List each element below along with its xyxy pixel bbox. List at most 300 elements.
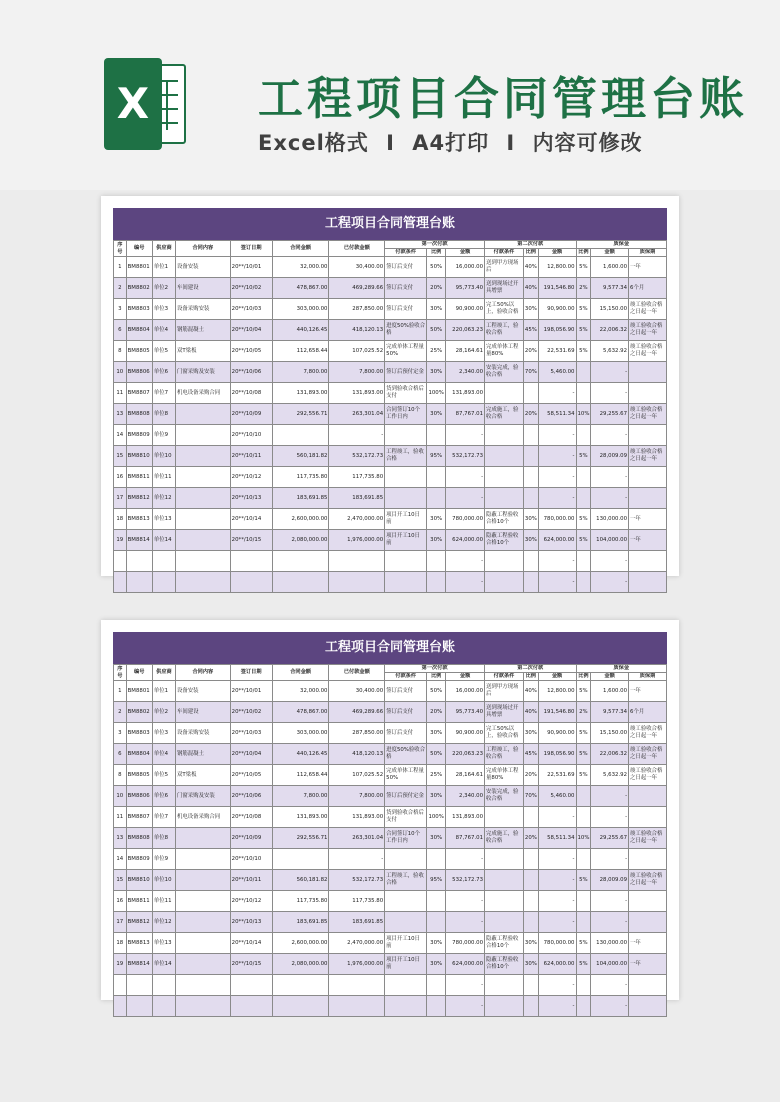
cell-paid-amount[interactable]: 469,289.66 — [329, 278, 385, 299]
cell-pay1-condition[interactable]: 签订后支付 — [385, 702, 427, 723]
cell-paid-amount[interactable]: 183,691.85 — [329, 488, 385, 509]
cell-pay2-condition[interactable]: 送到甲方现场后 — [485, 681, 524, 702]
cell-pay2-ratio[interactable]: 30% — [523, 509, 538, 530]
cell-pay1-ratio[interactable]: 30% — [427, 786, 446, 807]
cell-sign-date[interactable]: 20**/10/01 — [230, 681, 272, 702]
cell-deposit-amount[interactable]: 9,577.34 — [591, 278, 629, 299]
cell-pay2-condition[interactable]: 隐蔽工程验收合格10个 — [485, 933, 524, 954]
cell-pay1-condition[interactable]: 签订后预付定金 — [385, 362, 427, 383]
cell-pay2-amount[interactable]: 12,800.00 — [538, 681, 576, 702]
cell-pay2-amount[interactable]: 624,000.00 — [538, 530, 576, 551]
cell-deposit-amount[interactable]: 29,255.67 — [591, 404, 629, 425]
cell-seq[interactable] — [114, 975, 127, 996]
cell-pay2-condition[interactable] — [485, 912, 524, 933]
cell-pay1-amount[interactable]: - — [446, 891, 485, 912]
cell-deposit-ratio[interactable]: 5% — [576, 723, 591, 744]
cell-seq[interactable]: 1 — [114, 257, 127, 278]
cell-seq[interactable]: 16 — [114, 467, 127, 488]
cell-deposit-ratio[interactable] — [576, 551, 591, 572]
cell-warranty[interactable]: 一年 — [629, 530, 667, 551]
cell-warranty[interactable]: 竣工验收合格之日起一年 — [629, 299, 667, 320]
cell-pay2-condition[interactable]: 隐蔽工程验收合格10个 — [485, 530, 524, 551]
cell-supplier[interactable]: 单位10 — [152, 870, 175, 891]
cell-deposit-ratio[interactable] — [576, 849, 591, 870]
cell-pay2-ratio[interactable]: 45% — [523, 320, 538, 341]
cell-pay1-amount[interactable]: 87,767.01 — [446, 828, 485, 849]
cell-warranty[interactable]: 竣工验收合格之日起一年 — [629, 320, 667, 341]
cell-pay1-condition[interactable] — [385, 891, 427, 912]
cell-paid-amount[interactable]: 532,172.73 — [329, 446, 385, 467]
cell-pay2-amount[interactable]: 5,460.00 — [538, 362, 576, 383]
cell-pay1-condition[interactable] — [385, 996, 427, 1017]
cell-pay2-amount[interactable]: - — [538, 870, 576, 891]
cell-pay2-amount[interactable]: - — [538, 383, 576, 404]
cell-seq[interactable]: 10 — [114, 786, 127, 807]
cell-pay2-ratio[interactable]: 40% — [523, 681, 538, 702]
cell-supplier[interactable]: 单位1 — [152, 257, 175, 278]
cell-pay2-condition[interactable] — [485, 807, 524, 828]
cell-paid-amount[interactable]: 117,735.80 — [329, 467, 385, 488]
cell-warranty[interactable] — [629, 786, 667, 807]
cell-deposit-amount[interactable]: 22,006.32 — [591, 320, 629, 341]
cell-deposit-amount[interactable]: - — [591, 849, 629, 870]
cell-sign-date[interactable]: 20**/10/11 — [230, 446, 272, 467]
cell-deposit-ratio[interactable] — [576, 362, 591, 383]
cell-warranty[interactable]: 6个月 — [629, 278, 667, 299]
cell-seq[interactable] — [114, 551, 127, 572]
cell-seq[interactable] — [114, 572, 127, 593]
cell-warranty[interactable] — [629, 488, 667, 509]
cell-supplier[interactable] — [152, 975, 175, 996]
cell-deposit-amount[interactable]: - — [591, 572, 629, 593]
cell-pay1-condition[interactable]: 货到验收合格后支付 — [385, 383, 427, 404]
cell-code[interactable]: BM8809 — [126, 425, 152, 446]
cell-paid-amount[interactable]: 418,120.13 — [329, 744, 385, 765]
cell-deposit-ratio[interactable]: 10% — [576, 404, 591, 425]
cell-pay1-condition[interactable]: 货到验收合格后支付 — [385, 807, 427, 828]
cell-contract-amount[interactable]: 112,658.44 — [272, 765, 329, 786]
cell-pay2-ratio[interactable] — [523, 551, 538, 572]
cell-paid-amount[interactable] — [329, 572, 385, 593]
cell-sign-date[interactable]: 20**/10/11 — [230, 870, 272, 891]
cell-deposit-ratio[interactable]: 5% — [576, 744, 591, 765]
cell-sign-date[interactable]: 20**/10/05 — [230, 341, 272, 362]
cell-deposit-ratio[interactable]: 5% — [576, 257, 591, 278]
cell-sign-date[interactable]: 20**/10/09 — [230, 828, 272, 849]
cell-pay2-amount[interactable]: 5,460.00 — [538, 786, 576, 807]
cell-seq[interactable]: 19 — [114, 530, 127, 551]
cell-supplier[interactable]: 单位11 — [152, 467, 175, 488]
cell-sign-date[interactable]: 20**/10/10 — [230, 849, 272, 870]
cell-pay2-condition[interactable]: 送到现场过开具增票 — [485, 702, 524, 723]
cell-content[interactable] — [176, 912, 231, 933]
cell-pay2-ratio[interactable] — [523, 488, 538, 509]
cell-content[interactable]: 设备安装 — [176, 681, 231, 702]
cell-pay2-condition[interactable]: 安装完成，验收合格 — [485, 786, 524, 807]
cell-warranty[interactable]: 一年 — [629, 933, 667, 954]
cell-pay1-ratio[interactable]: 50% — [427, 320, 446, 341]
cell-supplier[interactable]: 单位3 — [152, 299, 175, 320]
cell-code[interactable]: BM8805 — [126, 341, 152, 362]
cell-pay2-ratio[interactable] — [523, 849, 538, 870]
cell-pay1-ratio[interactable]: 20% — [427, 278, 446, 299]
cell-warranty[interactable] — [629, 383, 667, 404]
cell-paid-amount[interactable]: 2,470,000.00 — [329, 933, 385, 954]
cell-contract-amount[interactable] — [272, 975, 329, 996]
cell-supplier[interactable]: 单位2 — [152, 702, 175, 723]
cell-code[interactable]: BM8806 — [126, 362, 152, 383]
cell-seq[interactable]: 14 — [114, 425, 127, 446]
cell-deposit-amount[interactable]: 130,000.00 — [591, 933, 629, 954]
cell-pay1-condition[interactable] — [385, 551, 427, 572]
cell-deposit-amount[interactable]: 5,632.92 — [591, 341, 629, 362]
cell-sign-date[interactable] — [230, 551, 272, 572]
cell-pay1-ratio[interactable]: 30% — [427, 723, 446, 744]
cell-paid-amount[interactable]: - — [329, 425, 385, 446]
cell-deposit-ratio[interactable] — [576, 488, 591, 509]
cell-pay2-condition[interactable]: 送到甲方现场后 — [485, 257, 524, 278]
cell-contract-amount[interactable]: 7,800.00 — [272, 362, 329, 383]
cell-pay2-amount[interactable]: 58,511.34 — [538, 828, 576, 849]
cell-pay2-condition[interactable]: 安装完成，验收合格 — [485, 362, 524, 383]
cell-pay2-condition[interactable] — [485, 467, 524, 488]
cell-pay2-ratio[interactable] — [523, 446, 538, 467]
cell-sign-date[interactable]: 20**/10/08 — [230, 383, 272, 404]
cell-code[interactable] — [126, 551, 152, 572]
cell-paid-amount[interactable]: 2,470,000.00 — [329, 509, 385, 530]
cell-warranty[interactable]: 一年 — [629, 509, 667, 530]
cell-pay1-condition[interactable]: 项目开工10日前 — [385, 509, 427, 530]
cell-sign-date[interactable]: 20**/10/05 — [230, 765, 272, 786]
cell-pay1-amount[interactable]: - — [446, 849, 485, 870]
cell-seq[interactable]: 2 — [114, 278, 127, 299]
cell-contract-amount[interactable]: 2,600,000.00 — [272, 933, 329, 954]
cell-paid-amount[interactable]: 287,850.00 — [329, 723, 385, 744]
cell-code[interactable]: BM8804 — [126, 320, 152, 341]
cell-pay1-amount[interactable]: 95,773.40 — [446, 702, 485, 723]
cell-paid-amount[interactable]: 107,025.52 — [329, 765, 385, 786]
cell-deposit-ratio[interactable]: 5% — [576, 870, 591, 891]
cell-pay2-condition[interactable] — [485, 849, 524, 870]
cell-pay2-amount[interactable]: 780,000.00 — [538, 933, 576, 954]
cell-code[interactable]: BM8803 — [126, 299, 152, 320]
cell-pay2-ratio[interactable] — [523, 383, 538, 404]
cell-pay2-condition[interactable]: 完成施工，验收合格 — [485, 828, 524, 849]
cell-paid-amount[interactable] — [329, 551, 385, 572]
cell-seq[interactable]: 6 — [114, 320, 127, 341]
cell-pay1-amount[interactable]: - — [446, 551, 485, 572]
cell-deposit-amount[interactable]: 1,600.00 — [591, 681, 629, 702]
cell-code[interactable]: BM8803 — [126, 723, 152, 744]
cell-pay2-ratio[interactable]: 20% — [523, 404, 538, 425]
cell-deposit-ratio[interactable]: 5% — [576, 954, 591, 975]
cell-pay2-ratio[interactable]: 20% — [523, 828, 538, 849]
cell-code[interactable]: BM8810 — [126, 446, 152, 467]
cell-contract-amount[interactable]: 32,000.00 — [272, 257, 329, 278]
cell-sign-date[interactable]: 20**/10/14 — [230, 509, 272, 530]
cell-pay1-condition[interactable]: 完成单体工程量50% — [385, 765, 427, 786]
cell-seq[interactable]: 14 — [114, 849, 127, 870]
cell-pay1-condition[interactable] — [385, 488, 427, 509]
cell-deposit-ratio[interactable]: 5% — [576, 933, 591, 954]
cell-supplier[interactable]: 单位14 — [152, 954, 175, 975]
cell-deposit-ratio[interactable]: 5% — [576, 765, 591, 786]
cell-code[interactable]: BM8808 — [126, 828, 152, 849]
cell-pay1-ratio[interactable]: 30% — [427, 404, 446, 425]
cell-content[interactable] — [176, 446, 231, 467]
cell-paid-amount[interactable]: 131,893.00 — [329, 807, 385, 828]
cell-contract-amount[interactable]: 292,556.71 — [272, 828, 329, 849]
cell-supplier[interactable]: 单位6 — [152, 362, 175, 383]
cell-contract-amount[interactable]: 440,126.45 — [272, 320, 329, 341]
cell-pay1-condition[interactable] — [385, 572, 427, 593]
cell-pay2-ratio[interactable] — [523, 572, 538, 593]
cell-paid-amount[interactable]: 263,301.04 — [329, 404, 385, 425]
cell-content[interactable] — [176, 509, 231, 530]
cell-pay2-ratio[interactable]: 70% — [523, 362, 538, 383]
cell-pay1-amount[interactable]: 2,340.00 — [446, 786, 485, 807]
cell-pay2-amount[interactable]: - — [538, 572, 576, 593]
cell-pay1-amount[interactable]: 90,900.00 — [446, 299, 485, 320]
cell-pay2-condition[interactable] — [485, 425, 524, 446]
cell-content[interactable] — [176, 933, 231, 954]
cell-deposit-ratio[interactable]: 2% — [576, 702, 591, 723]
cell-contract-amount[interactable]: 2,600,000.00 — [272, 509, 329, 530]
cell-code[interactable]: BM8802 — [126, 702, 152, 723]
cell-pay1-ratio[interactable]: 30% — [427, 299, 446, 320]
cell-deposit-ratio[interactable] — [576, 912, 591, 933]
cell-content[interactable]: 车间建设 — [176, 702, 231, 723]
cell-pay1-condition[interactable]: 工程竣工，验收合格 — [385, 446, 427, 467]
cell-warranty[interactable] — [629, 891, 667, 912]
cell-warranty[interactable]: 竣工验收合格之日起一年 — [629, 404, 667, 425]
cell-pay2-amount[interactable]: - — [538, 975, 576, 996]
cell-pay1-amount[interactable]: - — [446, 425, 485, 446]
cell-pay1-amount[interactable]: 220,063.23 — [446, 320, 485, 341]
cell-paid-amount[interactable]: 107,025.52 — [329, 341, 385, 362]
cell-code[interactable]: BM8814 — [126, 530, 152, 551]
cell-pay1-amount[interactable]: 624,000.00 — [446, 954, 485, 975]
cell-warranty[interactable] — [629, 551, 667, 572]
cell-pay2-ratio[interactable] — [523, 870, 538, 891]
cell-pay1-ratio[interactable]: 95% — [427, 446, 446, 467]
cell-paid-amount[interactable]: 131,893.00 — [329, 383, 385, 404]
cell-pay2-condition[interactable]: 工程竣工，验收合格 — [485, 320, 524, 341]
cell-deposit-ratio[interactable] — [576, 891, 591, 912]
cell-pay1-ratio[interactable] — [427, 849, 446, 870]
cell-contract-amount[interactable] — [272, 996, 329, 1017]
cell-pay1-ratio[interactable] — [427, 488, 446, 509]
cell-deposit-amount[interactable]: 5,632.92 — [591, 765, 629, 786]
cell-supplier[interactable] — [152, 572, 175, 593]
cell-pay1-amount[interactable]: - — [446, 488, 485, 509]
cell-deposit-amount[interactable]: 28,009.09 — [591, 446, 629, 467]
cell-pay1-condition[interactable]: 签订后支付 — [385, 723, 427, 744]
cell-deposit-amount[interactable]: - — [591, 362, 629, 383]
cell-pay1-condition[interactable]: 进度50%验收合格 — [385, 320, 427, 341]
cell-supplier[interactable]: 单位13 — [152, 509, 175, 530]
cell-deposit-amount[interactable]: - — [591, 996, 629, 1017]
cell-paid-amount[interactable]: 418,120.13 — [329, 320, 385, 341]
cell-content[interactable] — [176, 425, 231, 446]
cell-contract-amount[interactable]: 112,658.44 — [272, 341, 329, 362]
cell-pay1-amount[interactable]: 16,000.00 — [446, 257, 485, 278]
cell-pay2-amount[interactable]: - — [538, 807, 576, 828]
cell-pay1-amount[interactable]: 87,767.01 — [446, 404, 485, 425]
cell-seq[interactable]: 15 — [114, 446, 127, 467]
cell-pay2-ratio[interactable] — [523, 996, 538, 1017]
cell-pay1-condition[interactable]: 进度50%验收合格 — [385, 744, 427, 765]
cell-pay1-ratio[interactable]: 30% — [427, 509, 446, 530]
cell-pay1-ratio[interactable]: 95% — [427, 870, 446, 891]
cell-contract-amount[interactable]: 2,080,000.00 — [272, 530, 329, 551]
cell-pay1-condition[interactable]: 签订后预付定金 — [385, 786, 427, 807]
cell-pay1-amount[interactable]: 90,900.00 — [446, 723, 485, 744]
cell-content[interactable] — [176, 467, 231, 488]
cell-content[interactable]: 设备采购安装 — [176, 299, 231, 320]
cell-code[interactable]: BM8811 — [126, 467, 152, 488]
cell-deposit-amount[interactable]: 104,000.00 — [591, 954, 629, 975]
cell-seq[interactable]: 11 — [114, 807, 127, 828]
cell-warranty[interactable] — [629, 807, 667, 828]
cell-seq[interactable]: 17 — [114, 488, 127, 509]
cell-pay2-condition[interactable]: 隐蔽工程验收合格10个 — [485, 954, 524, 975]
cell-sign-date[interactable]: 20**/10/12 — [230, 467, 272, 488]
cell-pay1-amount[interactable]: 780,000.00 — [446, 933, 485, 954]
cell-code[interactable] — [126, 996, 152, 1017]
cell-code[interactable]: BM8801 — [126, 681, 152, 702]
cell-seq[interactable]: 18 — [114, 933, 127, 954]
cell-supplier[interactable] — [152, 551, 175, 572]
cell-seq[interactable]: 19 — [114, 954, 127, 975]
cell-pay1-ratio[interactable] — [427, 912, 446, 933]
cell-deposit-ratio[interactable]: 5% — [576, 509, 591, 530]
cell-seq[interactable]: 16 — [114, 891, 127, 912]
cell-paid-amount[interactable] — [329, 975, 385, 996]
cell-seq[interactable]: 15 — [114, 870, 127, 891]
cell-deposit-ratio[interactable]: 5% — [576, 320, 591, 341]
cell-pay1-condition[interactable]: 项目开工10日前 — [385, 530, 427, 551]
cell-pay2-amount[interactable]: - — [538, 551, 576, 572]
cell-pay2-ratio[interactable]: 30% — [523, 530, 538, 551]
cell-pay2-ratio[interactable] — [523, 425, 538, 446]
cell-content[interactable] — [176, 954, 231, 975]
cell-pay2-amount[interactable]: 780,000.00 — [538, 509, 576, 530]
cell-content[interactable] — [176, 828, 231, 849]
cell-pay2-amount[interactable]: - — [538, 912, 576, 933]
cell-contract-amount[interactable]: 560,181.82 — [272, 870, 329, 891]
cell-pay1-ratio[interactable] — [427, 891, 446, 912]
cell-sign-date[interactable]: 20**/10/13 — [230, 912, 272, 933]
cell-deposit-ratio[interactable] — [576, 996, 591, 1017]
cell-supplier[interactable]: 单位5 — [152, 341, 175, 362]
cell-paid-amount[interactable]: 532,172.73 — [329, 870, 385, 891]
cell-contract-amount[interactable]: 303,000.00 — [272, 299, 329, 320]
cell-content[interactable]: 机电设备采购合同 — [176, 383, 231, 404]
cell-warranty[interactable] — [629, 362, 667, 383]
cell-pay1-ratio[interactable]: 30% — [427, 362, 446, 383]
cell-supplier[interactable]: 单位13 — [152, 933, 175, 954]
cell-pay1-ratio[interactable] — [427, 467, 446, 488]
cell-paid-amount[interactable]: 7,800.00 — [329, 362, 385, 383]
cell-pay2-condition[interactable]: 工程竣工，验收合格 — [485, 744, 524, 765]
cell-sign-date[interactable] — [230, 572, 272, 593]
cell-supplier[interactable]: 单位6 — [152, 786, 175, 807]
cell-contract-amount[interactable] — [272, 572, 329, 593]
cell-pay1-condition[interactable]: 完成单体工程量50% — [385, 341, 427, 362]
cell-pay2-amount[interactable]: - — [538, 425, 576, 446]
cell-deposit-amount[interactable]: - — [591, 807, 629, 828]
cell-contract-amount[interactable]: 440,126.45 — [272, 744, 329, 765]
cell-supplier[interactable]: 单位12 — [152, 912, 175, 933]
cell-pay1-condition[interactable]: 签订后支付 — [385, 278, 427, 299]
cell-supplier[interactable] — [152, 996, 175, 1017]
cell-sign-date[interactable]: 20**/10/02 — [230, 278, 272, 299]
cell-pay1-amount[interactable]: - — [446, 572, 485, 593]
cell-pay1-condition[interactable] — [385, 849, 427, 870]
cell-pay2-ratio[interactable] — [523, 912, 538, 933]
cell-seq[interactable]: 17 — [114, 912, 127, 933]
cell-pay2-amount[interactable]: 90,900.00 — [538, 299, 576, 320]
cell-pay2-condition[interactable]: 完工50%以上，验收合格 — [485, 299, 524, 320]
cell-paid-amount[interactable]: 1,976,000.00 — [329, 530, 385, 551]
cell-seq[interactable]: 1 — [114, 681, 127, 702]
cell-pay2-condition[interactable] — [485, 996, 524, 1017]
cell-pay1-amount[interactable]: 28,164.61 — [446, 341, 485, 362]
cell-pay1-amount[interactable]: - — [446, 996, 485, 1017]
cell-content[interactable] — [176, 572, 231, 593]
cell-warranty[interactable]: 竣工验收合格之日起一年 — [629, 744, 667, 765]
cell-deposit-amount[interactable]: - — [591, 891, 629, 912]
cell-pay2-amount[interactable]: - — [538, 849, 576, 870]
cell-deposit-ratio[interactable]: 5% — [576, 299, 591, 320]
cell-pay1-condition[interactable]: 工程竣工，验收合格 — [385, 870, 427, 891]
cell-pay1-condition[interactable] — [385, 912, 427, 933]
cell-code[interactable]: BM8807 — [126, 383, 152, 404]
cell-pay1-ratio[interactable]: 25% — [427, 341, 446, 362]
cell-pay2-ratio[interactable]: 30% — [523, 723, 538, 744]
cell-content[interactable]: 钢筋混凝土 — [176, 320, 231, 341]
cell-supplier[interactable]: 单位11 — [152, 891, 175, 912]
cell-pay1-amount[interactable]: 2,340.00 — [446, 362, 485, 383]
cell-pay1-amount[interactable]: 532,172.73 — [446, 446, 485, 467]
cell-paid-amount[interactable]: - — [329, 849, 385, 870]
cell-pay2-condition[interactable]: 隐蔽工程验收合格10个 — [485, 509, 524, 530]
cell-warranty[interactable]: 竣工验收合格之日起一年 — [629, 446, 667, 467]
cell-deposit-amount[interactable]: 1,600.00 — [591, 257, 629, 278]
cell-seq[interactable]: 13 — [114, 828, 127, 849]
cell-deposit-amount[interactable]: - — [591, 425, 629, 446]
cell-deposit-amount[interactable]: 28,009.09 — [591, 870, 629, 891]
cell-pay1-amount[interactable]: 16,000.00 — [446, 681, 485, 702]
cell-warranty[interactable]: 竣工验收合格之日起一年 — [629, 765, 667, 786]
cell-code[interactable]: BM8814 — [126, 954, 152, 975]
cell-pay2-condition[interactable]: 送到现场过开具增票 — [485, 278, 524, 299]
cell-content[interactable]: 双T梁板 — [176, 341, 231, 362]
cell-content[interactable]: 机电设备采购合同 — [176, 807, 231, 828]
cell-pay2-condition[interactable] — [485, 572, 524, 593]
cell-pay2-amount[interactable]: 198,056.90 — [538, 320, 576, 341]
cell-pay1-amount[interactable]: - — [446, 467, 485, 488]
cell-content[interactable] — [176, 891, 231, 912]
cell-deposit-ratio[interactable] — [576, 572, 591, 593]
cell-pay2-ratio[interactable]: 30% — [523, 954, 538, 975]
cell-contract-amount[interactable]: 131,893.00 — [272, 383, 329, 404]
cell-deposit-amount[interactable]: - — [591, 488, 629, 509]
cell-sign-date[interactable]: 20**/10/06 — [230, 786, 272, 807]
cell-pay1-amount[interactable]: 131,893.00 — [446, 383, 485, 404]
cell-contract-amount[interactable]: 292,556.71 — [272, 404, 329, 425]
